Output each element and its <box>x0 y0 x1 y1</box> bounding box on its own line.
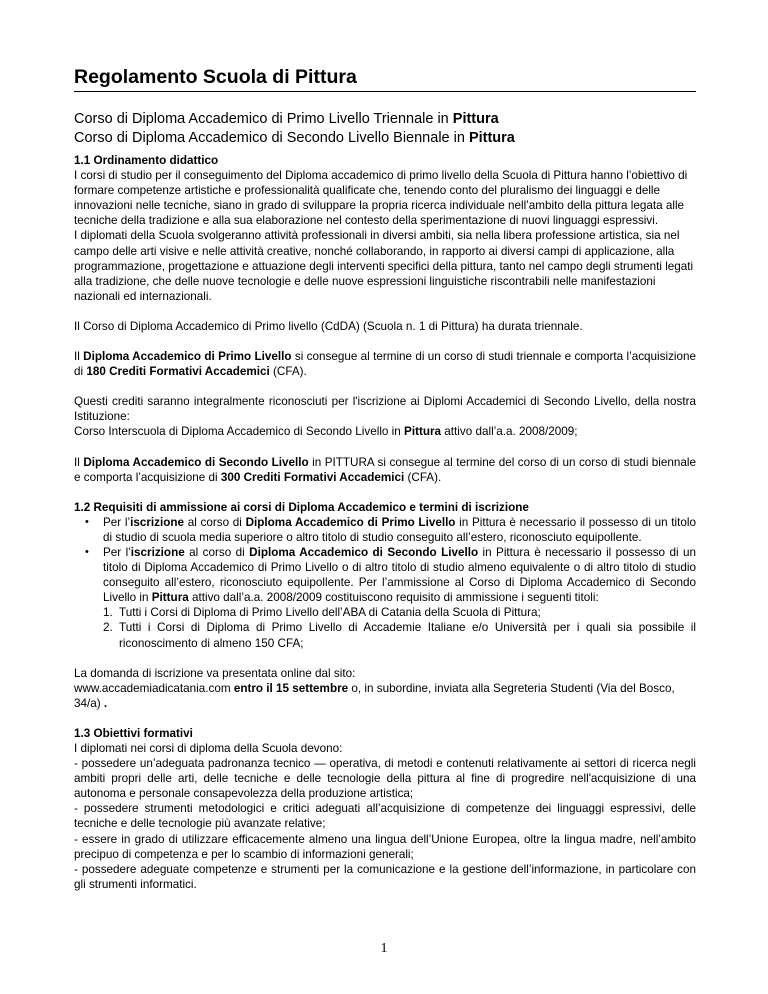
admission-titles-list <box>103 605 696 650</box>
admission-requirements-list <box>74 515 696 651</box>
paragraph-first-level-diploma: Il Diploma Accademico di Primo Livello si consegue al termine di un corso di studi triennale e comporta l’acquisizione di 180 Crediti Formativi Accademici (CFA). <box>74 350 697 379</box>
section-heading-1-2: 1.2 Requisiti di ammissione ai corsi di Diploma Accademico e termini di iscrizione <box>74 500 529 514</box>
subtitle-second-level: Corso di Diploma Accademico di Secondo Livello Biennale in Pittura <box>74 130 515 146</box>
paragraph-objective-2: - possedere strumenti metodologici e critici adeguati all’acquisizione di competenze dei linguaggi espressivi, delle tecniche e delle tecnologie più avanzate relative; <box>74 802 696 831</box>
paragraph-graduates: I diplomati della Scuola svolgeranno attività professionali in diversi ambiti, sia nella libera professione artistica, sia nel campo delle arti visive e nelle attività creative, nonché collaborando, in rapporto ai diversi campi di applicazione, alla programmazione, progettazione e attuazione degli interventi specifici della pittura, tanto nel campo degli strumenti legati alla tradizione, che delle nuove tecnologie e delle nuove espressioni linguistiche riscontrabili nelle manifestazioni nazionali ed internazionali. <box>74 229 694 303</box>
page-number: 1 <box>380 941 388 956</box>
document-body <box>74 153 696 892</box>
list-item: • Per l’iscrizione al corso di Diploma Accademico di Secondo Livello in Pittura è necessario il possesso di un titolo di Diploma Accademico di Primo Livello o di altro titolo di studio almeno equivalente o di altro titolo di studio conseguito all’estero, riconosciuto equipollente. Per l’ammissione al Corso di Diploma Accademico di Secondo Livello in Pittura attivo dall’a.a. 2008/2009 costituiscono requisito di ammissione i seguenti titoli: 1. Tutti i Corsi di Diploma di Primo Livello dell’ABA di Catania della Scuola di Pittura; 2. Tutti i Corsi di Diploma di Primo Livello di Accademie Italiane e/o Università per i quali sia possibile il riconoscimento di almeno 150 CFA; <box>74 545 696 651</box>
paragraph-objective-4: - possedere adeguate competenze e strumenti per la comunicazione e la gestione dell’informazione, in particolare con gli strumenti informatici. <box>74 862 696 891</box>
section-heading-1-3: 1.3 Obiettivi formativi <box>74 726 193 740</box>
paragraph-objective-1: - possedere un’adeguata padronanza tecnico — operativa, di metodi e contenuti relativamente ai settori di ricerca negli ambiti propri delle arti, delle tecniche e delle tecnologie della pittura al fine di progredire nell'acquisizione di una autonoma e personale consapevolezza della produzione artistica; <box>74 757 696 801</box>
list-item: 2. Tutti i Corsi di Diploma di Primo Livello di Accademie Italiane e/o Università per i quali sia possibile il riconoscimento di almeno 150 CFA; <box>103 621 696 650</box>
paragraph-enrollment: La domanda di iscrizione va presentata online dal sito: www.accademiadicatania.com entro il 15 settembre o, in subordine, inviata alla Segreteria Studenti (Via del Bosco, 34/a) . <box>74 666 675 710</box>
paragraph-intro: I diplomati nei corsi di diploma della Scuola devono: <box>74 742 343 755</box>
subtitle-first-level: Corso di Diploma Accademico di Primo Livello Triennale in Pittura <box>74 111 499 127</box>
paragraph-objectives: I corsi di studio per il conseguimento del Diploma accademico di primo livello della Scuola di Pittura hanno l’obiettivo di formare competenze artistiche e professionalità qualificate che, tenendo conto del pluralismo dei linguaggi e delle innovazioni nelle tecniche, siano in grado di sviluppare la propria ricerca individuale nell’ambito della pittura legata alle tecniche della tradizione e alla sua elaborazione nel contesto della sperimentazione di nuovi linguaggi espressivi. <box>74 169 688 228</box>
paragraph-credits-recognition: Questi crediti saranno integralmente riconosciuti per l'iscrizione ai Diplomi Accademici di Secondo Livello, della nostra Istituzione: Corso Interscuola di Diploma Accademico di Secondo Livello in Pittura attivo dall’a.a. 2008/2009; <box>74 395 696 439</box>
paragraph-objective-3: - essere in grado di utilizzare efficacemente almeno una lingua dell’Unione Europea, oltre la lingua madre, nell’ambito precipuo di competenza e per lo scambio di informazioni generali; <box>74 832 696 861</box>
list-item: • Per l’iscrizione al corso di Diploma Accademico di Primo Livello in Pittura è necessario il possesso di un titolo di studio di scuola media superiore o altro titolo di studio conseguito all’estero, riconosciuto equipollente. <box>74 515 696 545</box>
section-heading-1-1: 1.1 Ordinamento didattico <box>74 154 219 167</box>
website-link[interactable]: www.accademiadicatania.com <box>74 681 234 695</box>
list-item: 1. Tutti i Corsi di Diploma di Primo Livello dell’ABA di Catania della Scuola di Pittura; <box>103 606 541 620</box>
paragraph-second-level-diploma: Il Diploma Accademico di Secondo Livello in PITTURA si consegue al termine del corso di un corso di studi biennale e comporta l’acquisizione di 300 Crediti Formativi Accademici (CFA). <box>74 455 696 484</box>
document-title: Regolamento Scuola di Pittura <box>74 64 696 92</box>
course-subtitles <box>74 110 515 148</box>
paragraph-duration: Il Corso di Diploma Accademico di Primo livello (CdDA) (Scuola n. 1 di Pittura) ha durata triennale. <box>74 319 583 333</box>
